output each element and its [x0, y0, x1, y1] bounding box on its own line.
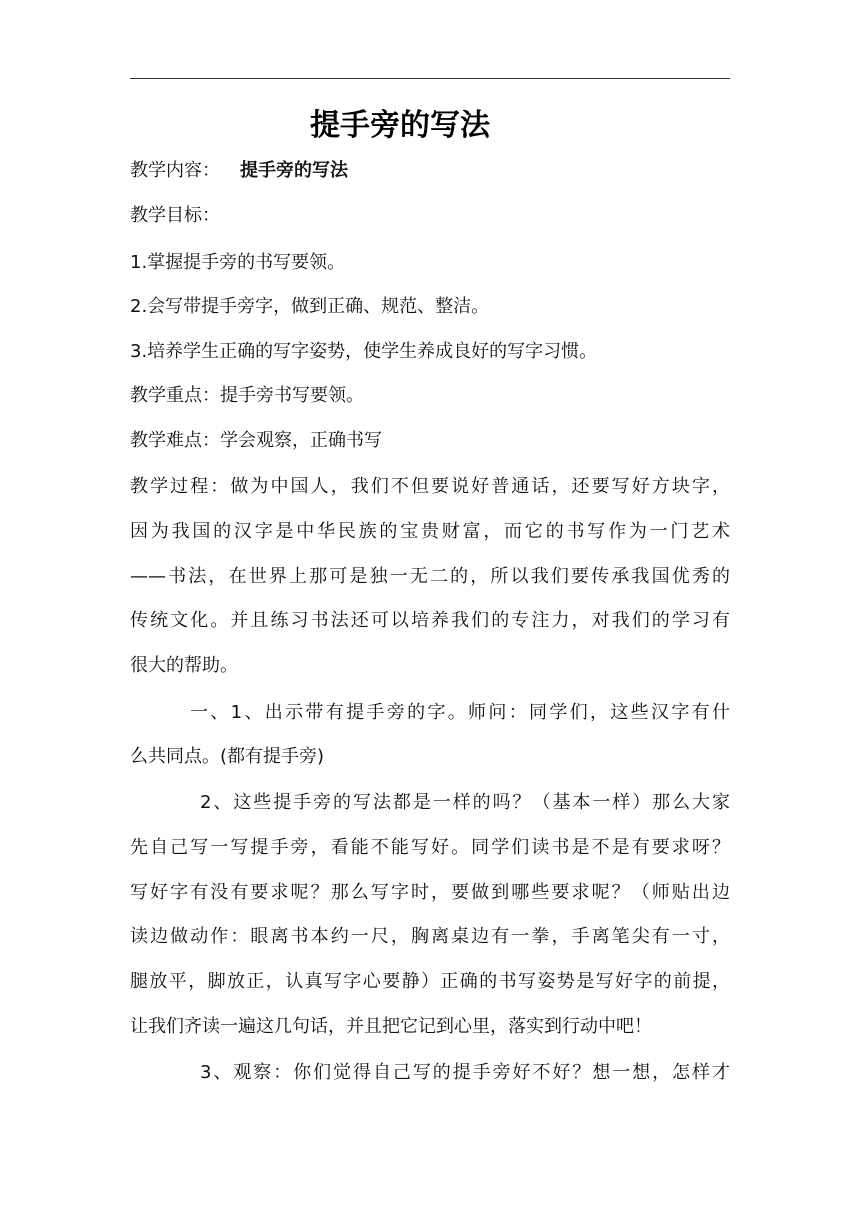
- page-title: 提手旁的写法: [310, 108, 490, 143]
- step2-line: 写好字有没有要求呢？那么写字时，要做到哪些要求呢？（师贴出边: [130, 882, 730, 903]
- step1-line: 一、1、出示带有提手旁的字。师问：同学们，这些汉字有什: [190, 702, 730, 723]
- header-rule: [130, 78, 730, 79]
- step2-line: 读边做动作：眼离书本约一尺，胸离桌边有一拳，手离笔尖有一寸，: [130, 926, 730, 947]
- key-point: 教学重点：提手旁书写要领。: [130, 385, 364, 406]
- step2-line: 先自己写一写提手旁，看能不能写好。同学们读书是不是有要求呀？: [130, 837, 730, 858]
- step3-line: 3、观察：你们觉得自己写的提手旁好不好？想一想，怎样才: [200, 1062, 730, 1083]
- step1-line: 么共同点。(都有提手旁): [130, 746, 325, 767]
- content-line: [130, 159, 348, 183]
- step2-line: 2、这些提手旁的写法都是一样的吗？（基本一样）那么大家: [200, 792, 730, 813]
- process-line: 教学过程：做为中国人，我们不但要说好普通话，还要写好方块字，: [130, 476, 730, 497]
- goals-heading: 教学目标：: [130, 205, 220, 226]
- content-label: 教学内容：: [130, 160, 220, 181]
- process-line: 传统文化。并且练习书法还可以培养我们的专注力，对我们的学习有: [130, 610, 730, 631]
- step2-line: 腿放平，脚放正，认真写字心要静）正确的书写姿势是写好字的前提，: [130, 971, 730, 992]
- step2-line: 让我们齐读一遍这几句话，并且把它记到心里，落实到行动中吧！: [130, 1016, 652, 1037]
- goal-item: 3.培养学生正确的写字姿势，使学生养成良好的写字习惯。: [130, 341, 598, 362]
- process-line: 因为我国的汉字是中华民族的宝贵财富，而它的书写作为一门艺术: [130, 521, 730, 542]
- goal-item: 2.会写带提手旁字，做到正确、规范、整洁。: [130, 296, 490, 317]
- process-line: 很大的帮助。: [130, 655, 238, 676]
- content-value: 提手旁的写法: [240, 160, 348, 181]
- difficulty: 教学难点：学会观察，正确书写: [130, 430, 382, 451]
- goal-item: 1.掌握提手旁的书写要领。: [130, 252, 346, 273]
- process-line: ——书法，在世界上那可是独一无二的，所以我们要传承我国优秀的: [130, 566, 730, 587]
